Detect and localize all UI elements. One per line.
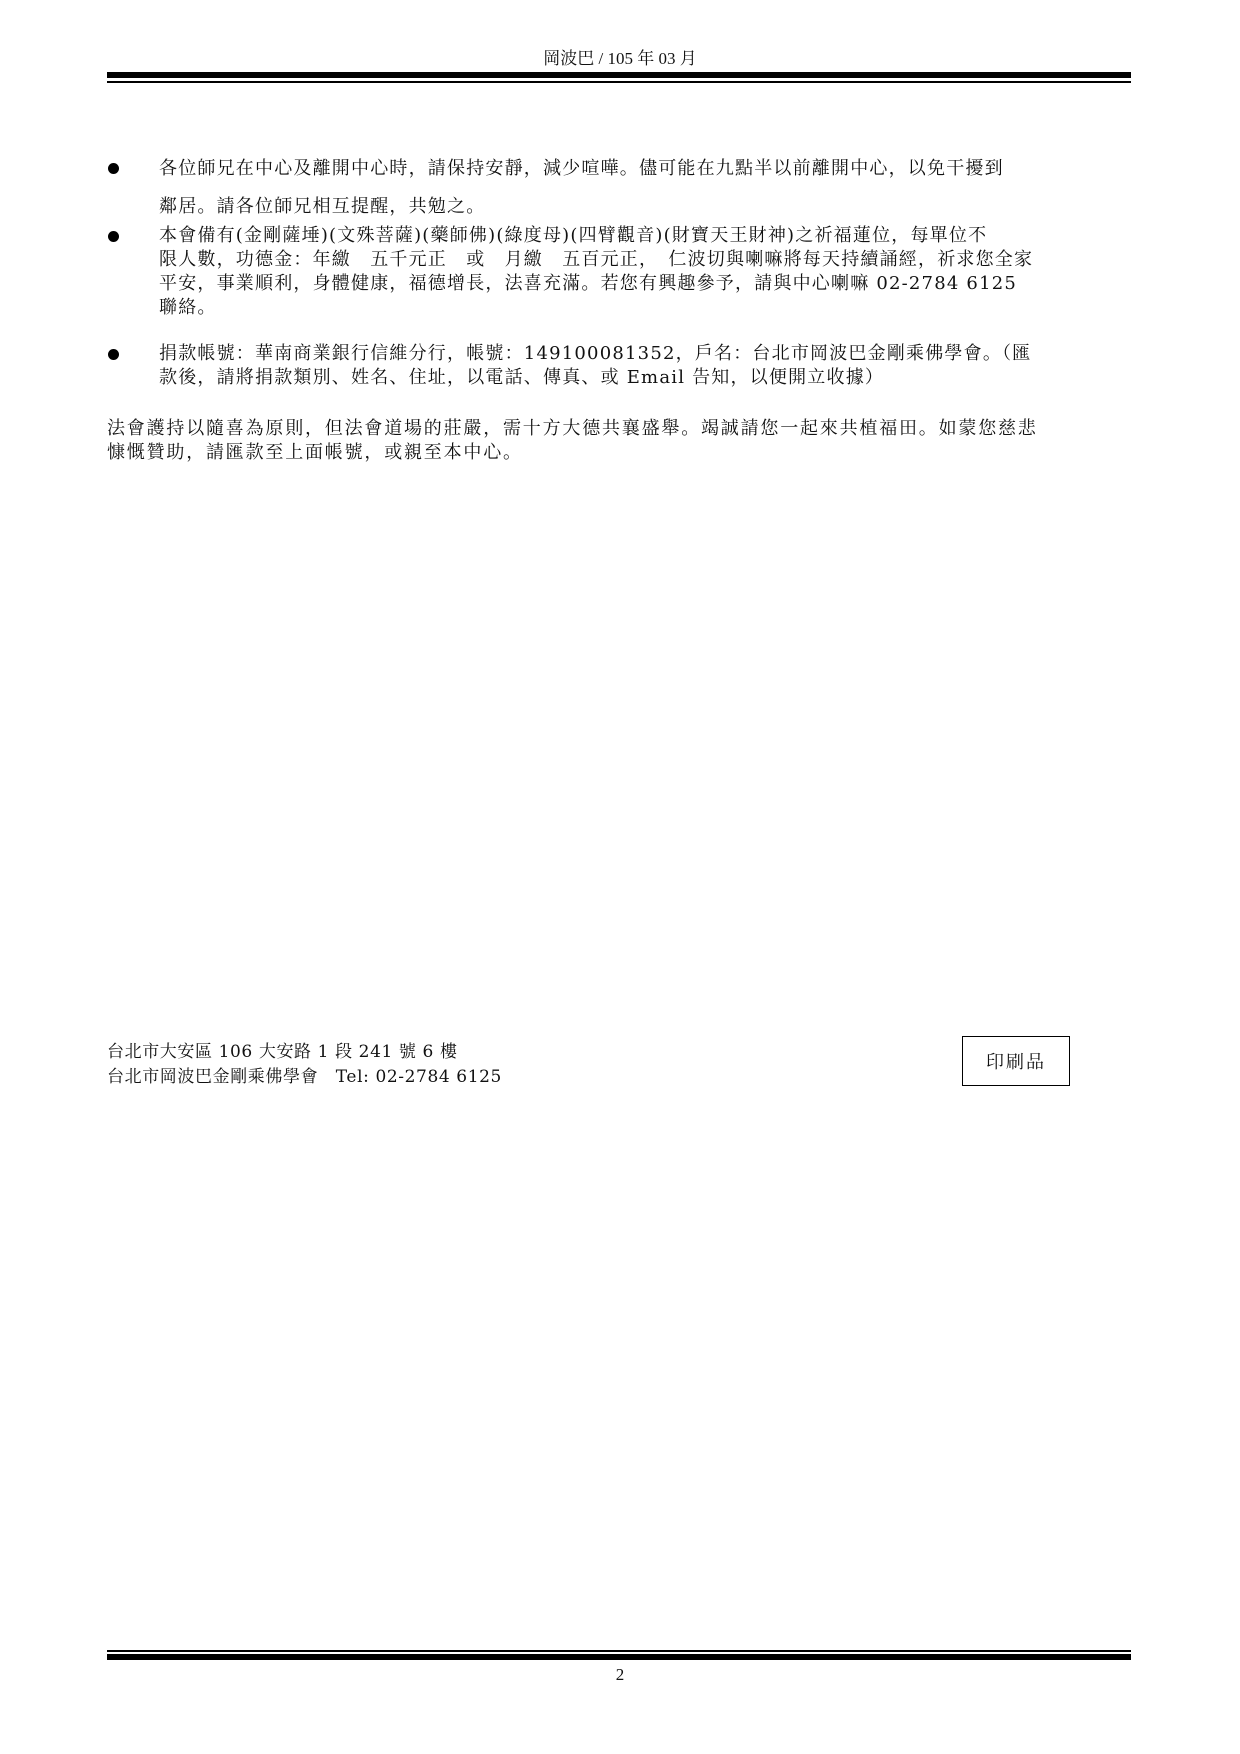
notice-list xyxy=(107,150,1167,390)
page-number: 2 xyxy=(615,1665,625,1684)
bullet-dot-icon xyxy=(108,349,119,360)
footer-rule-thick xyxy=(107,1654,1131,1660)
notice-line: 各位師兄在中心及離開中心時，請保持安靜，減少喧嘩。儘可能在九點半以前離開中心，以免干擾到 xyxy=(159,158,1004,179)
footer-organization: 台北市岡波巴金剛乘佛學會 Tel: 02-2784 6125 xyxy=(107,1067,502,1087)
notice-line: 聯絡。 xyxy=(159,297,217,318)
footer-address: 台北市大安區 106 大安路 1 段 241 號 6 樓 xyxy=(107,1042,458,1062)
paragraph-line: 慷慨贊助，請匯款至上面帳號，或親至本中心。 xyxy=(107,442,523,463)
notice-line: 平安，事業順利，身體健康，福德增長，法喜充滿。若您有興趣參予，請與中心喇嘛 02-2784 6125 xyxy=(159,273,1018,294)
header-rule-thick xyxy=(107,72,1131,78)
support-paragraph xyxy=(107,417,1167,465)
bullet-dot-icon xyxy=(108,163,119,174)
header-rule-thin xyxy=(107,81,1131,83)
bullet-dot-icon xyxy=(108,231,119,242)
printed-matter-stamp: 印刷品 xyxy=(962,1036,1070,1086)
footer-rule-thin xyxy=(107,1650,1131,1652)
notice-item-donation-account xyxy=(107,342,1167,390)
notice-item-quiet xyxy=(107,150,1167,226)
page-header-title: 岡波巴 / 105 年 03 月 xyxy=(543,49,697,68)
paragraph-line: 法會護持以隨喜為原則，但法會道場的莊嚴，需十方大德共襄盛舉。竭誠請您一起來共植福田。如蒙您慈悲 xyxy=(107,418,1038,439)
notice-line: 鄰居。請各位師兄相互提醒，共勉之。 xyxy=(159,196,486,217)
notice-line: 款後，請將捐款類別、姓名、住址，以電話、傳真、或 Email 告知，以便開立收據） xyxy=(159,367,885,388)
notice-line: 本會備有(金剛薩埵)(文殊菩薩)(藥師佛)(綠度母)(四臂觀音)(財寶天王財神)之祈福蓮位，每單位不 xyxy=(159,225,988,246)
footer-address-block xyxy=(107,1040,502,1090)
notice-item-blessing-lotus xyxy=(107,224,1167,320)
notice-line: 捐款帳號：華南商業銀行信維分行，帳號：149100081352，戶名：台北市岡波巴金剛乘佛學會。（匯 xyxy=(159,343,1032,364)
notice-line: 限人數，功德金：年繳 五千元正 或 月繳 五百元正， 仁波切與喇嘛將每天持續誦經，祈求您全家 xyxy=(159,249,1034,270)
